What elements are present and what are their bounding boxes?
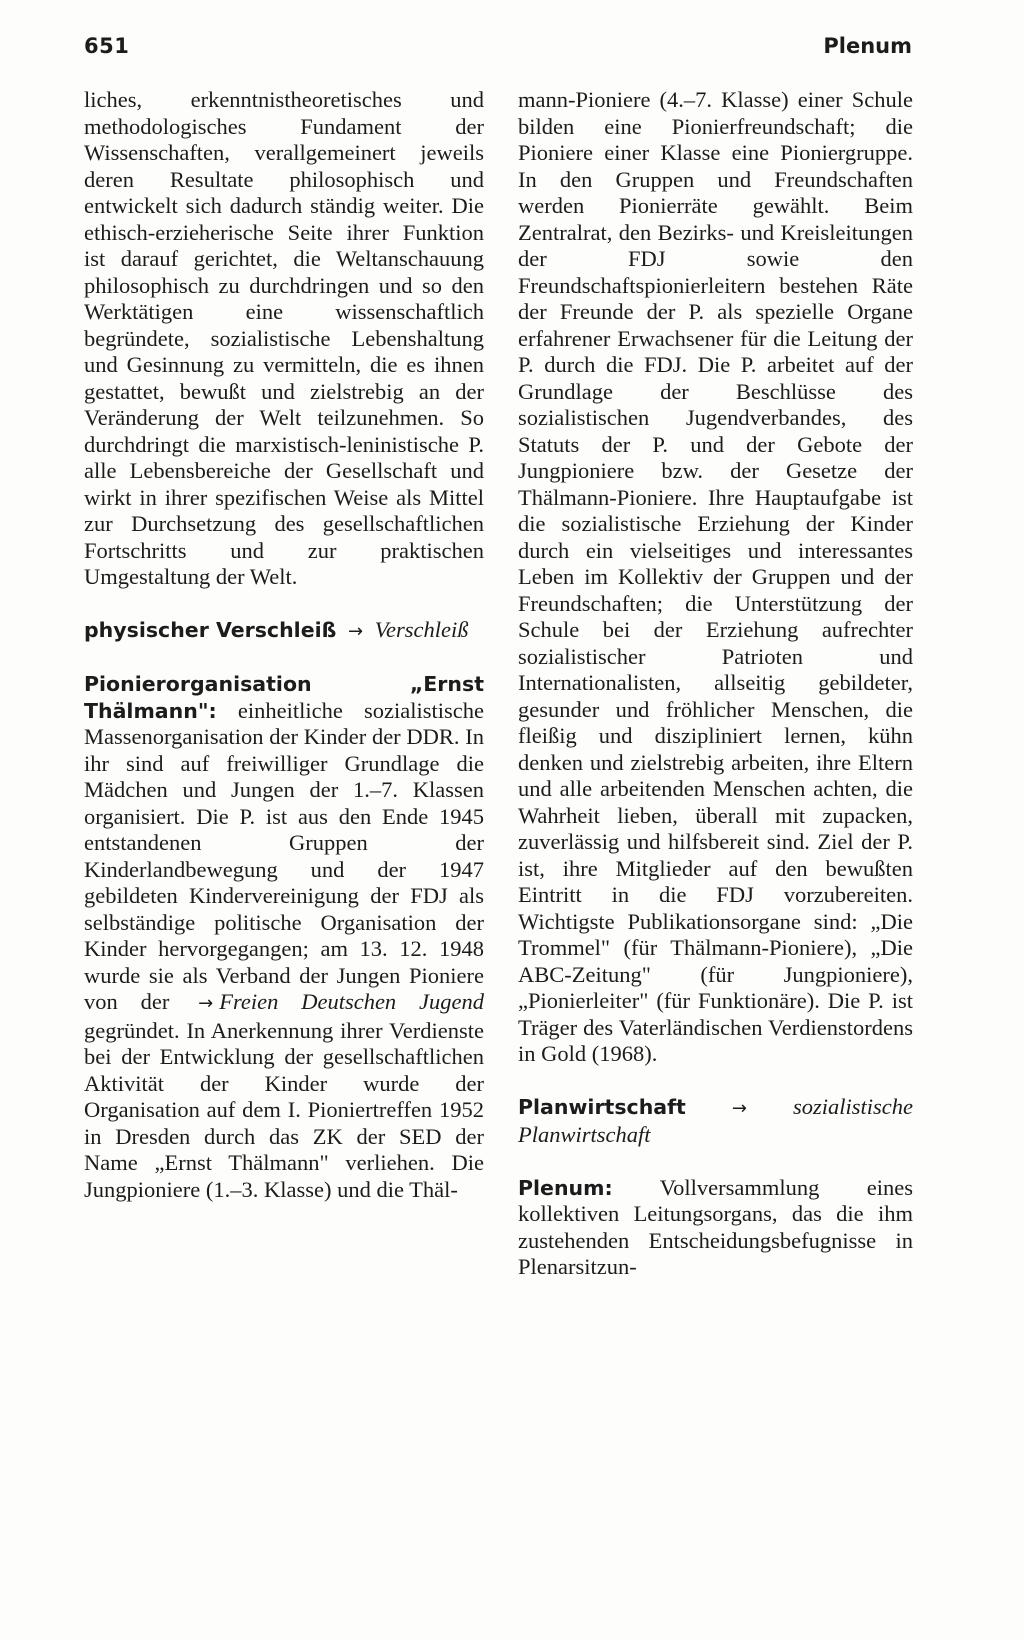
cross-reference: sozialistische Planwirtschaft	[518, 1093, 913, 1147]
cross-reference: Freien Deutschen Jugend	[219, 989, 484, 1014]
entry-lemma: Plenum:	[518, 1175, 613, 1200]
running-head: Plenum	[823, 34, 912, 58]
entry-plenum	[518, 1175, 913, 1281]
page-number: 651	[84, 34, 130, 58]
cross-reference-arrow-icon: →	[731, 1097, 747, 1119]
entry-text: Vollversammlung eines kollektiven Leitungsorgans, das die ihm zustehenden Entscheidungsbefugnisse in Plenarsitzun-	[518, 1174, 914, 1279]
continuation-text: mann-Pioniere (4.–7. Klasse) einer Schule bilden eine Pionierfreundschaft; die Pioniere einer Klasse eine Pioniergruppe. In den Gruppen und Freundschaften werden Pionierräte gewählt. Beim Zentralrat, den Bezirks- und Kreisleitungen der FDJ sowie den Freundschaftspionierleitern bestehen Räte der Freunde der P. als spezielle Organe erfahrener Erwachsener für die Leitung der P. durch die FDJ. Die P. arbeitet auf der Grundlage der Beschlüsse des sozialistischen Jugendverbandes, des Statuts der P. und der Gebote der Jungpioniere bzw. der Gesetze der Thälmann-Pioniere. Ihre Hauptaufgabe ist die sozialistische Erziehung der Kinder durch ein vielseitiges und interessantes Leben im Kollektiv der Gruppen und der Freundschaften; die Unterstützung der Schule bei der Erziehung aufrechter sozialistischer Patrioten und Internationalisten, allseitig gebildeter, gesunder und fröhlicher Menschen, die fleißig und diszipliniert lernen, kühn denken und zielstrebig arbeiten, ihre Eltern und alle arbeitenden Menschen achten, die Wahrheit lieben, überall mit zupacken, zuverlässig und hilfsbereit sind. Ziel der P. ist, ihre Mitglieder auf den bewußten Eintritt in die FDJ vorzubereiten. Wichtigste Publikationsorgane sind: „Die Trommel" (für Thälmann-Pioniere), „Die ABC-Zeitung" (für Jungpioniere), „Pionierleiter" (für Funktionäre). Die P. ist Träger des Vaterländischen Verdienstordens in Gold (1968).	[518, 87, 913, 1066]
cross-reference-arrow-icon: →	[348, 620, 364, 642]
entry-text: einheitliche sozialistische Massenorganisation der Kinder der DDR. In ihr sind auf freiwilliger Grundlage die Mädchen und Jungen der 1.–7. Klassen organisiert. Die P. ist aus den Ende 1945 entstandenen Gruppen der Kinderlandbewegung und der 1947 gebildeten Kindervereinigung der FDJ als selbständige politische Organisation der Kinder hervorgegangen; am 13. 12. 1948 wurde sie als Verband der Jungen Pioniere von der	[84, 697, 484, 1014]
right-column	[518, 87, 913, 1281]
cross-reference: Verschleiß	[374, 616, 469, 642]
entry-lemma: physischer Verschleiß	[84, 617, 337, 642]
cross-reference-arrow-icon: →	[198, 993, 214, 1014]
left-column	[84, 87, 484, 1203]
entry-lemma: Pionierorganisation „Ernst Thälmann":	[84, 672, 484, 723]
continuation-text: liches, erkenntnistheoretisches und methodologisches Fundament der Wissenschaften, verallgemeinert jeweils deren Resultate philosophisch und entwickelt sich dadurch ständig weiter. Die ethisch-erzieherische Seite ihrer Funktion ist darauf gerichtet, die Weltanschauung philosophisch zu durchdringen und so den Werktätigen eine wissenschaftlich begründete, sozialistische Lebenshaltung und Gesinnung zu vermitteln, die es ihnen gestattet, bewußt und zielstrebig an der Veränderung der Welt teilzunehmen. So durchdringt die marxistisch-leninistische P. alle Lebensbereiche der Gesellschaft und wirkt in ihrer spezifischen Weise als Mittel zur Durchsetzung des gesellschaftlichen Fortschritts und zur praktischen Umgestaltung der Welt.	[84, 87, 484, 589]
entry-text: gegründet. In Anerkennung ihrer Verdienste bei der Entwicklung der gesellschaftlichen Aktivität der Kinder wurde der Organisation auf dem I. Pioniertreffen 1952 in Dresden durch das ZK der SED der Name „Ernst Thälmann" verliehen. Die Jungpioniere (1.–3. Klasse) und die Thäl-	[84, 1017, 484, 1202]
entry-pionierorganisation	[84, 671, 484, 1203]
entry-lemma: Planwirtschaft	[518, 1094, 686, 1119]
entry-physischer-verschleiss	[84, 617, 484, 646]
entry-planwirtschaft	[518, 1094, 913, 1149]
